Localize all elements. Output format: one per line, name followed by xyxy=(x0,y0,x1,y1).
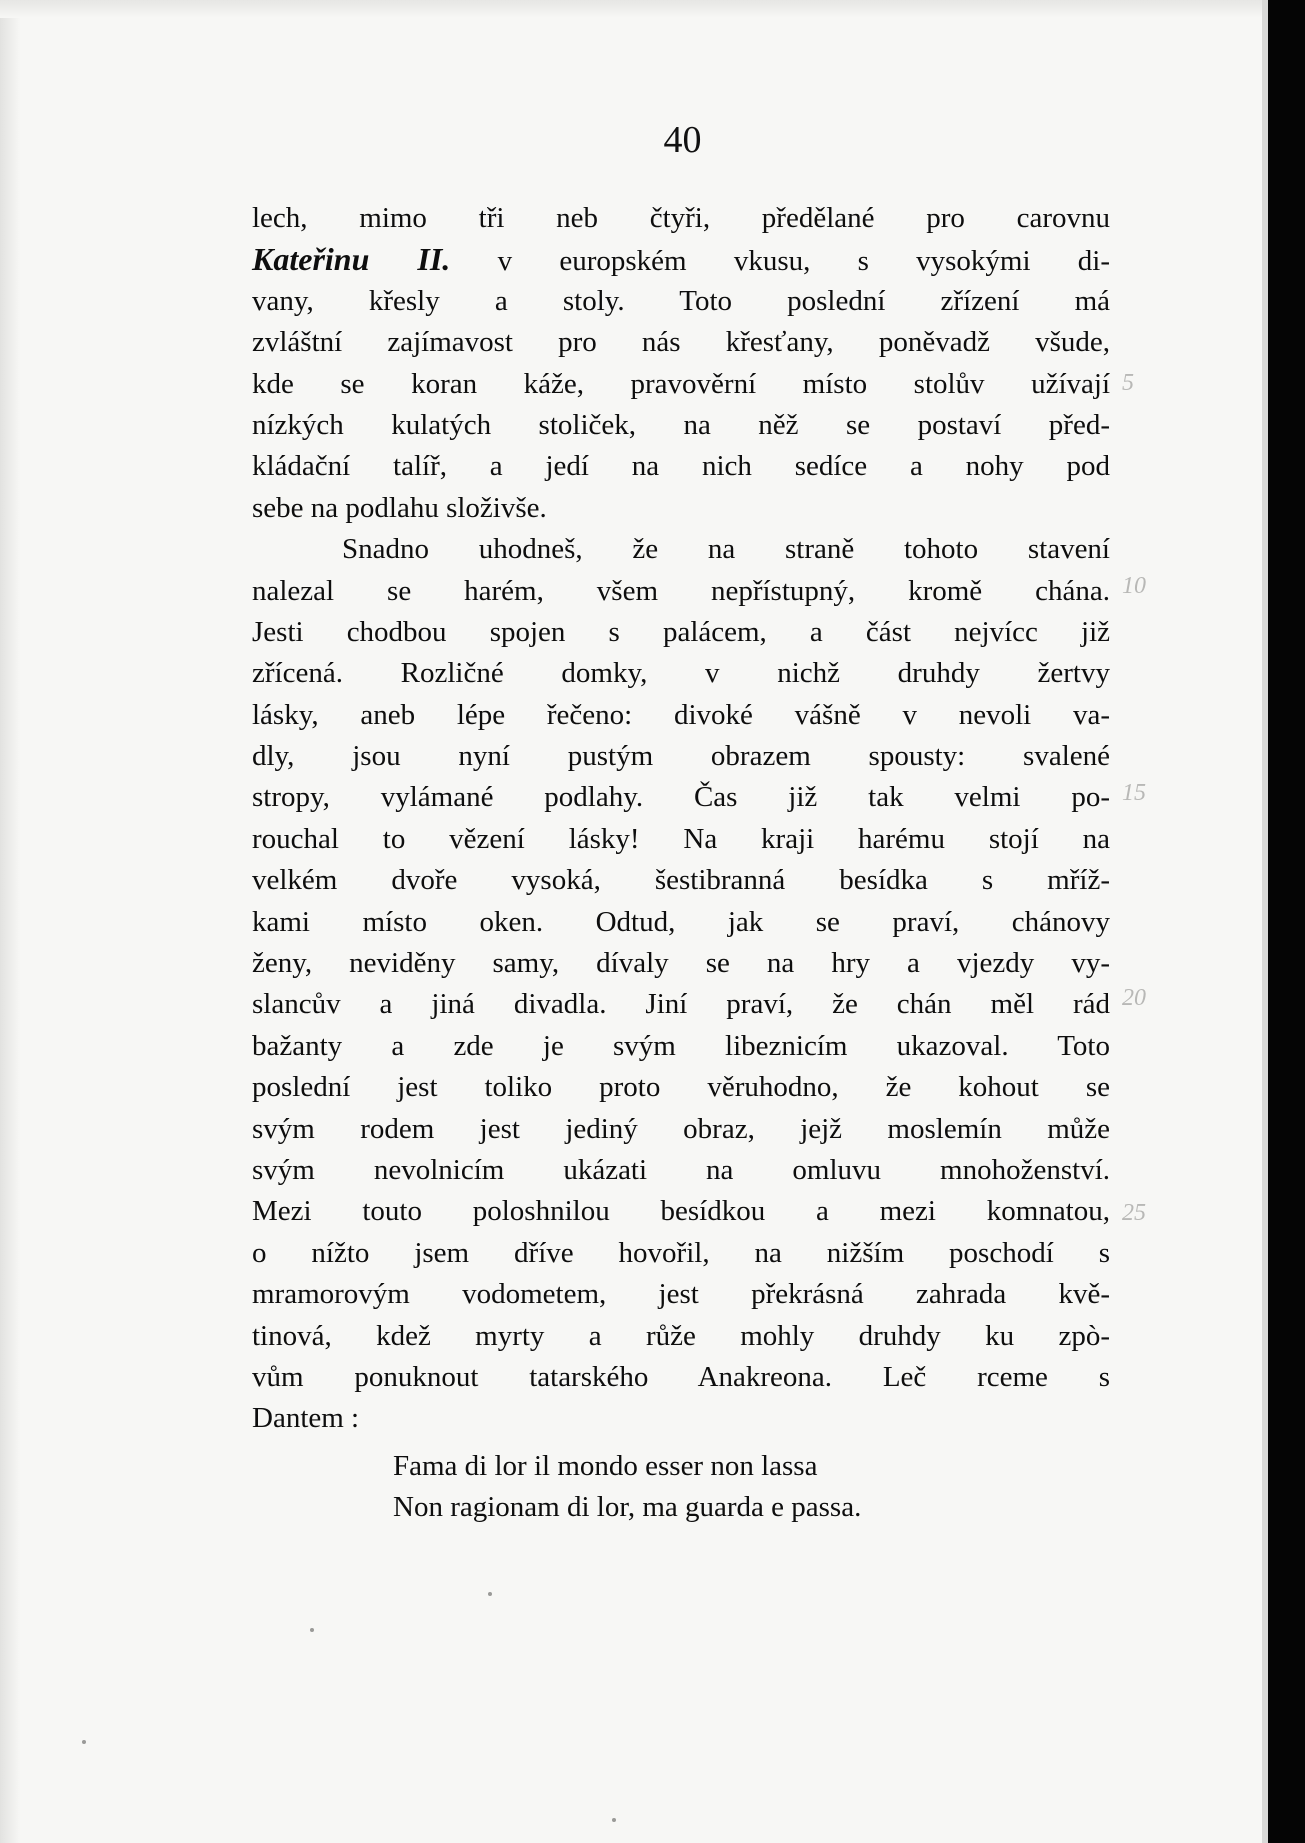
text-line: svým nevolnicím ukázati na omluvu mnohoženství. xyxy=(252,1153,1110,1186)
text-line: svým rodem jest jediný obraz, jejž moslemín může xyxy=(252,1112,1110,1145)
text-line: sebe na podlahu složivše. xyxy=(252,491,547,524)
text-line: kde se koran káže, pravověrní místo stolův užívají xyxy=(252,367,1110,400)
margin-line-number: 5 xyxy=(1122,370,1134,396)
emphasized-name: Kateřinu II. xyxy=(252,241,451,278)
text-line: velkém dvoře vysoká, šestibranná besídka s mříž- xyxy=(252,864,1110,897)
verse-quote xyxy=(393,1446,861,1529)
text-line: Dantem : xyxy=(252,1402,360,1435)
scan-speck xyxy=(612,1818,616,1822)
verse-line: Fama di lor il mondo esser non lassa xyxy=(393,1450,818,1482)
page-number: 40 xyxy=(663,119,702,161)
text-line: tinová, kdež myrty a růže mohly druhdy ku zpò- xyxy=(252,1319,1110,1352)
text-line: dly, jsou nyní pustým obrazem spousty: svalené xyxy=(252,740,1110,773)
scan-speck xyxy=(310,1628,314,1632)
text-line: kládační talíř, a jedí na nich sedíce a nohy pod xyxy=(252,450,1110,483)
text-line-rest: v europském vkusu, s vysokými di- xyxy=(497,245,1111,278)
text-line: Mezi touto poloshnilou besídkou a mezi komnatou, xyxy=(252,1195,1110,1228)
verse-line: Non ragionam di lor, ma guarda e passa. xyxy=(393,1491,862,1524)
text-line: Snadno uhodneš, že na straně tohoto stavení xyxy=(342,533,1110,566)
text-line-with-emphasis xyxy=(252,239,1110,280)
margin-line-number: 20 xyxy=(1122,985,1146,1011)
margin-line-number: 15 xyxy=(1122,780,1146,806)
text-line: nízkých kulatých stoliček, na něž se postaví před- xyxy=(252,408,1110,441)
margin-line-number: 10 xyxy=(1122,573,1146,599)
right-page-edge-dark xyxy=(1268,0,1305,1843)
text-line: Jesti chodbou spojen s palácem, a část nejvícc již xyxy=(252,615,1110,648)
margin-line-number: 25 xyxy=(1122,1200,1146,1226)
text-line: vany, křesly a stoly. Toto poslední zřízení má xyxy=(252,284,1110,317)
text-line: rouchal to vězení lásky! Na kraji harému stojí na xyxy=(252,822,1110,855)
text-line: lech, mimo tři neb čtyři, předělané pro carovnu xyxy=(252,202,1110,234)
text-line: zřícená. Rozličné domky, v nichž druhdy žertvy xyxy=(252,657,1110,690)
text-line: o nížto jsem dříve hovořil, na nižším poschodí s xyxy=(252,1236,1110,1269)
scan-speck xyxy=(488,1592,492,1596)
top-page-edge xyxy=(0,0,1262,18)
body-text xyxy=(252,198,1110,1440)
text-line: lásky, aneb lépe řečeno: divoké vášně v nevoli va- xyxy=(252,698,1110,731)
left-page-edge xyxy=(0,0,20,1843)
text-line: vům ponuknout tatarského Anakreona. Leč rceme s xyxy=(252,1360,1110,1393)
text-line: stropy, vylámané podlahy. Čas již tak velmi po- xyxy=(252,781,1110,814)
text-line: poslední jest toliko proto věruhodno, že kohout se xyxy=(252,1071,1110,1104)
text-line: kami místo oken. Odtud, jak se praví, chánovy xyxy=(252,905,1110,938)
text-line: ženy, neviděny samy, dívaly se na hry a vjezdy vy- xyxy=(252,947,1110,980)
scan-speck xyxy=(82,1740,86,1744)
text-line: zvláštní zajímavost pro nás křesťany, poněvadž všude, xyxy=(252,326,1110,359)
text-line: nalezal se harém, všem nepřístupný, kromě chána. xyxy=(252,574,1110,607)
text-line: slancův a jiná divadla. Jiní praví, že chán měl rád xyxy=(252,988,1110,1021)
text-line: bažanty a zde je svým libeznicím ukazoval. Toto xyxy=(252,1029,1110,1062)
text-line: mramorovým vodometem, jest překrásná zahrada kvě- xyxy=(252,1278,1110,1311)
